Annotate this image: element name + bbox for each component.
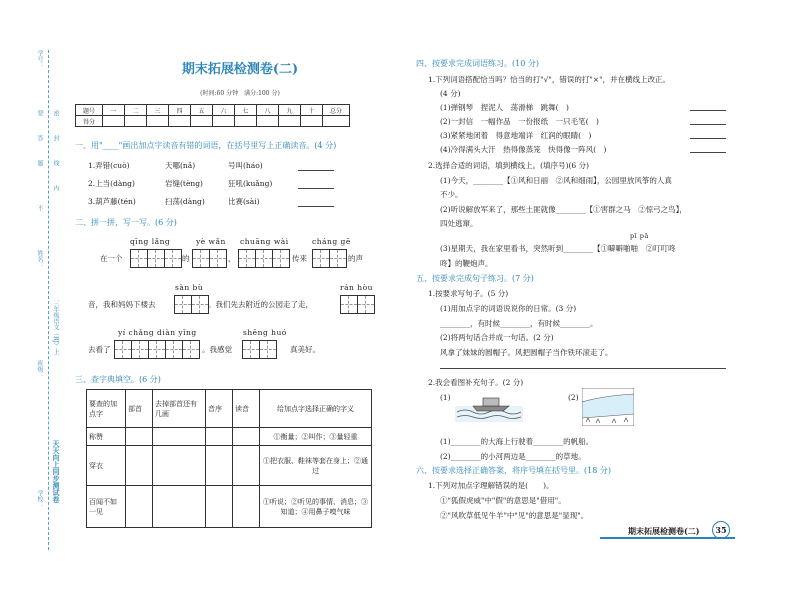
- s4-sentence: (1)今天，________【①风和日丽 ②风和细雨】，公园里放风筝的人真: [440, 176, 672, 185]
- s5-subquestion: (2)将两句话合并成一句话。(2 分): [440, 333, 554, 342]
- gutter-warn-da: 答: [36, 135, 43, 141]
- gutter-warn-bu: 不: [36, 205, 43, 211]
- s4-question: 1.下列词语搭配恰当吗？恰当的打"√"，错误的打"×"，并在横线上改正。: [428, 75, 671, 84]
- s6-option: ②"风吹草低见牛羊"中"见"的意思是"显现"。: [440, 511, 589, 520]
- score-input[interactable]: [147, 116, 169, 127]
- s2-text: 在一个: [100, 254, 123, 263]
- pinyin: rán hòu: [340, 283, 373, 292]
- dict-input[interactable]: [206, 486, 233, 528]
- s5-subquestion: (1)用加点字的词语说说你的日常。(3 分): [440, 304, 577, 313]
- writing-grid[interactable]: [340, 295, 374, 314]
- seal-line: [48, 50, 49, 550]
- dict-header: 要查的加点字: [87, 390, 126, 428]
- pinyin: yè wǎn: [196, 237, 226, 246]
- dict-input[interactable]: [126, 486, 153, 528]
- s2-text: 的声: [348, 254, 363, 263]
- s1-item: 号叫(háo): [228, 161, 263, 170]
- s6-option: ①"狐假虎威"中"假"的意思是"借用"。: [440, 496, 566, 505]
- dict-input[interactable]: [233, 446, 260, 486]
- dict-meaning: ①衡量；②叫作；③量轻重: [260, 428, 372, 446]
- s4-answer-line[interactable]: [690, 110, 726, 111]
- s4-sentence: 不少。: [440, 190, 463, 199]
- s5-fill-sentence[interactable]: ________，有时候________，有时候________。: [440, 319, 598, 328]
- dict-word: 称赞: [87, 428, 126, 446]
- s4-answer-line[interactable]: [690, 138, 726, 139]
- s4-score: (4 分): [440, 89, 461, 98]
- s1-item: 狂吼(kuǎng): [228, 179, 273, 188]
- river-grass-picture: [582, 388, 634, 426]
- dict-input[interactable]: [126, 446, 153, 486]
- s4-option: (3)紧紧地闭着 得意地端详 红润的眼睛( ): [440, 131, 592, 140]
- gutter-warn-ti: 题: [36, 160, 43, 166]
- s1-item: 岩缝(tèng): [165, 179, 203, 188]
- pinyin: yí chǎng diàn yǐng: [118, 328, 197, 337]
- s5-fill-sentence[interactable]: (1)________的大海上行驶着________的帆船。: [440, 437, 594, 446]
- dict-meaning: ①把衣服、鞋袜等套在身上；②通过: [260, 446, 372, 486]
- s4-sentence: 四处逃窜。: [440, 219, 478, 228]
- writing-grid[interactable]: [238, 249, 289, 268]
- picture-label: (2): [568, 393, 579, 402]
- s4-sentence: 咚】的鞭炮声。: [440, 259, 493, 268]
- score-cell: 七: [235, 105, 257, 116]
- score-cell: 五: [191, 105, 213, 116]
- pinyin: pī pā: [630, 232, 649, 240]
- score-header-row: [76, 105, 350, 116]
- s4-answer-line[interactable]: [690, 124, 726, 125]
- page-title: 期末拓展检测卷(二): [181, 62, 299, 77]
- s1-answer-line[interactable]: [298, 170, 334, 171]
- page-subtitle: (时间:60 分钟 满分:100 分): [200, 90, 280, 97]
- score-input[interactable]: [191, 116, 213, 127]
- score-value-row: [76, 116, 350, 127]
- s4-sentence: (3)星期天，我在家里看书，突然听到________【①噼噼啪啪 ②叮叮咚: [440, 244, 676, 253]
- score-input[interactable]: [279, 116, 301, 127]
- score-input[interactable]: [257, 116, 279, 127]
- sailboat-sea-picture: [455, 390, 523, 422]
- writing-grid[interactable]: [192, 249, 226, 268]
- s1-item: 天哪(nǎ): [165, 161, 196, 170]
- dict-input[interactable]: [126, 428, 153, 446]
- s1-item: 2.上当(dàng): [88, 179, 135, 188]
- s5-fill-sentence[interactable]: (2)________的小河两边是________的草地。: [440, 452, 586, 461]
- pinyin: shēng huó: [243, 328, 287, 337]
- section-2-heading: 二、拼一拼，写一写。(6 分): [75, 218, 177, 227]
- s1-answer-line[interactable]: [298, 206, 334, 207]
- s1-item: 3.葫芦藤(tén): [88, 197, 136, 206]
- score-cell: 二: [125, 105, 147, 116]
- s4-option: (2)一封信 一幅作品 一份报纸 一只毛笔( ): [440, 117, 599, 126]
- pinyin: chuāng wài: [240, 237, 289, 246]
- s2-text: 去看了: [88, 345, 111, 354]
- score-cell: 八: [257, 105, 279, 116]
- s2-text: 。我感觉: [202, 345, 232, 354]
- dict-input[interactable]: [233, 428, 260, 446]
- s2-text: ，: [228, 254, 236, 263]
- s4-option: (4)冷得满头大汗 热得像蒸笼 快得像一阵风( ): [440, 145, 607, 154]
- writing-grid[interactable]: [312, 249, 346, 268]
- pinyin: sàn bù: [175, 283, 204, 292]
- s1-item: 扫荡(dàng): [165, 197, 205, 206]
- score-cell: 三: [147, 105, 169, 116]
- score-input[interactable]: [125, 116, 147, 127]
- score-input[interactable]: [323, 116, 350, 127]
- s2-text: 音，我和妈妈下楼去: [88, 300, 156, 309]
- pinyin: cháng gē: [312, 237, 351, 246]
- page-number: 35: [712, 521, 730, 539]
- writing-grid[interactable]: [242, 340, 276, 359]
- score-input[interactable]: [169, 116, 191, 127]
- gutter-warn-mi: 密: [52, 110, 59, 116]
- s4-answer-line[interactable]: [690, 152, 726, 153]
- score-cell: 四: [169, 105, 191, 116]
- s4-question: 2.选择合适的词语，填到横线上。(填序号)(6 分): [428, 161, 590, 170]
- s5-answer-line[interactable]: [440, 368, 726, 369]
- gutter-series: 天天向上同步测试卷: [52, 440, 61, 503]
- gutter-id-label: 学号：: [36, 50, 43, 68]
- score-input[interactable]: [301, 116, 323, 127]
- section-6-heading: 六、按要求选择正确答案，将序号填在括号里。(18 分): [416, 466, 611, 475]
- writing-grid[interactable]: [114, 340, 199, 359]
- s4-option: (1)弹钢琴 捏泥人 荡滑梯 跳舞( ): [440, 103, 569, 112]
- score-cell: 题号: [76, 105, 103, 116]
- dict-word: 百闻不如一见: [87, 486, 126, 528]
- gutter-school-label: 学校：: [36, 490, 43, 508]
- gutter-name-label: 姓名：: [36, 250, 43, 268]
- score-table: [75, 104, 350, 127]
- dict-header: 去掉部首还有几画: [153, 390, 206, 428]
- s1-item: 1.弄错(cuò): [88, 161, 130, 170]
- dict-header: 部首: [126, 390, 153, 428]
- dict-input[interactable]: [206, 446, 233, 486]
- footer-bar: [600, 537, 735, 539]
- s2-text: 。我们先去附近的公园走了走，: [208, 300, 313, 309]
- binding-gutter: [35, 50, 65, 550]
- score-cell: 得分: [76, 116, 103, 127]
- s5-sentence: 风拿了妹妹的圆帽子。风把圆帽子当作铁环滚走了。: [440, 348, 613, 357]
- gutter-subject: 三年级语文（RJ）上: [52, 300, 59, 355]
- dict-word: 穿衣: [87, 446, 126, 486]
- s2-text: 传来: [292, 254, 307, 263]
- score-cell: 一: [103, 105, 125, 116]
- pinyin: qīng lǎng: [130, 237, 171, 246]
- score-input[interactable]: [235, 116, 257, 127]
- gutter-class-label: 班级：: [36, 360, 43, 378]
- score-cell: 十: [301, 105, 323, 116]
- s2-text: 的: [182, 254, 190, 263]
- score-input[interactable]: [103, 116, 125, 127]
- s5-question: 2.我会看图补充句子。(2 分): [428, 378, 524, 387]
- s5-question: 1.按要求写句子。(5 分): [428, 289, 509, 298]
- dictionary-table: [86, 389, 372, 528]
- score-cell: 九: [279, 105, 301, 116]
- dict-header: 音序: [206, 390, 233, 428]
- dict-input[interactable]: [233, 486, 260, 528]
- s1-item: 比赛(sài): [228, 197, 260, 206]
- score-cell: 总分: [323, 105, 350, 116]
- dict-input[interactable]: [153, 486, 206, 528]
- s1-answer-line[interactable]: [298, 188, 334, 189]
- footer-label: 期末拓展检测卷(二): [628, 526, 700, 536]
- section-5-heading: 五、按要求完成句子练习。(7 分): [416, 274, 534, 283]
- dict-header: 给加点字选择正确的字义: [260, 390, 372, 428]
- s2-text: 真美好。: [290, 345, 320, 354]
- section-4-heading: 四、按要求完成词语练习。(10 分): [416, 59, 539, 68]
- dict-input[interactable]: [206, 428, 233, 446]
- gutter-warn-xian: 线: [52, 160, 59, 166]
- score-input[interactable]: [213, 116, 235, 127]
- dict-input[interactable]: [153, 428, 206, 446]
- picture-label: (1): [440, 393, 451, 402]
- writing-grid[interactable]: [174, 295, 208, 314]
- dict-meaning: ①听说；②听见的事情、消息；③知道；④用鼻子嗅气味: [260, 486, 372, 528]
- s6-question: 1.下列对加点字理解错误的是( )。: [428, 481, 554, 490]
- s4-sentence: (2)听说解放军来了，那些土匪就像________【①害群之马 ②惊弓之鸟】，: [440, 205, 687, 214]
- dict-header: 读音: [233, 390, 260, 428]
- section-1-heading: 一、用"____"画出加点字读音有错的词语，在括号里写上正确读音。(4 分): [75, 141, 337, 150]
- gutter-warn-yao: 要: [36, 110, 43, 116]
- gutter-warn-feng: 封: [52, 135, 59, 141]
- writing-grid[interactable]: [130, 249, 181, 268]
- section-3-heading: 三、查字典填空。(6 分): [75, 375, 161, 384]
- dict-input[interactable]: [153, 446, 206, 486]
- score-cell: 六: [213, 105, 235, 116]
- gutter-warn-nei: 内: [52, 185, 59, 191]
